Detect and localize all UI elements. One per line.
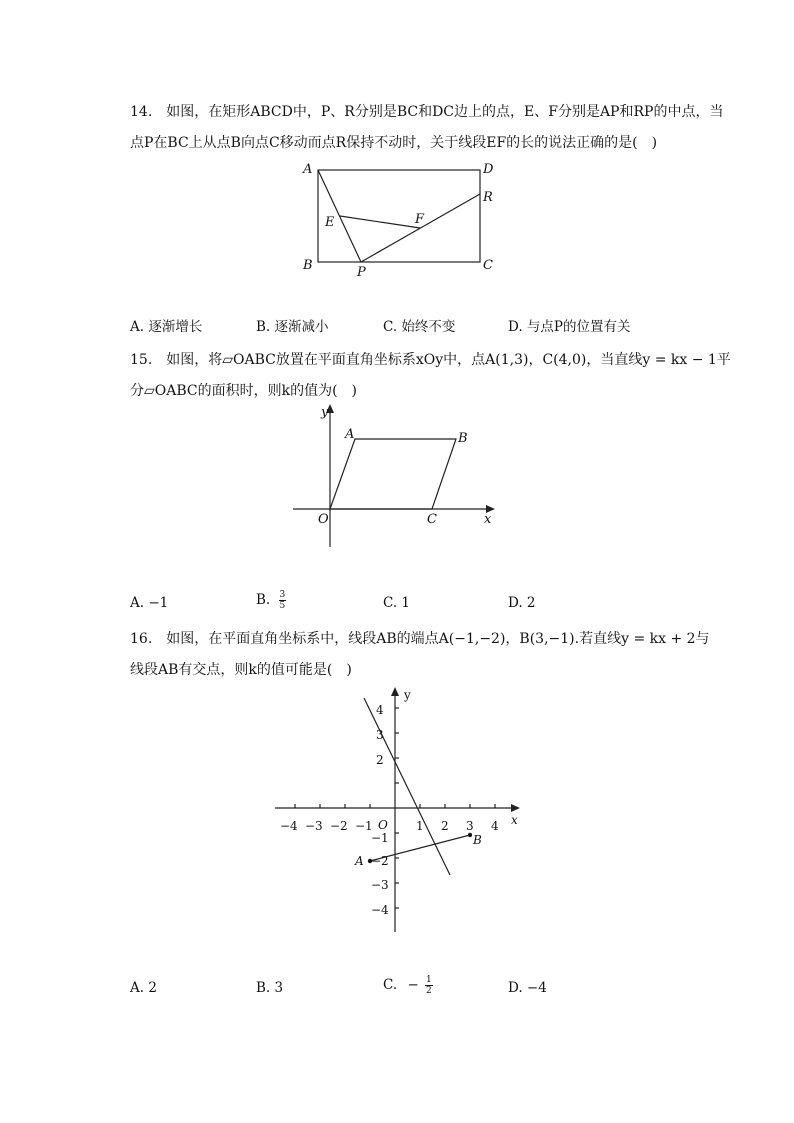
label-b: B bbox=[303, 258, 313, 273]
x-tick-neg3: −3 bbox=[305, 819, 323, 833]
parallelogram-oabc bbox=[330, 439, 456, 509]
q16-option-a[interactable]: A. 2 bbox=[130, 980, 157, 996]
q15-option-c[interactable]: C. 1 bbox=[383, 595, 411, 611]
y-tick-4: 4 bbox=[376, 703, 384, 717]
q15-option-d[interactable]: D. 2 bbox=[508, 595, 536, 611]
x-axis-arrow bbox=[511, 804, 520, 812]
label-o: O bbox=[378, 818, 388, 832]
label-c: C bbox=[483, 258, 493, 273]
label-c: C bbox=[427, 512, 437, 527]
q14-rectangle-figure bbox=[295, 158, 515, 283]
label-a: A bbox=[303, 162, 313, 177]
label-x: x bbox=[484, 512, 492, 527]
q16-option-b[interactable]: B. 3 bbox=[256, 980, 284, 996]
q15-parallelogram-figure bbox=[288, 402, 508, 552]
q14-text-line1: 14. 如图，在矩形ABCD中，P、R分别是BC和DC边上的点，E、F分别是AP和RP的中点，当 bbox=[130, 104, 724, 120]
label-y: y bbox=[404, 688, 411, 702]
y-tick-2: 2 bbox=[376, 753, 384, 767]
x-tick-3: 3 bbox=[466, 819, 474, 833]
label-a: A bbox=[355, 854, 364, 868]
label-y: y bbox=[321, 405, 329, 420]
y-tick-neg4: −4 bbox=[371, 903, 389, 917]
option-c-label: C. bbox=[383, 977, 398, 993]
y-tick-neg3: −3 bbox=[371, 878, 389, 892]
label-f: F bbox=[415, 212, 425, 227]
segment-pr bbox=[361, 194, 480, 262]
label-r: R bbox=[483, 190, 493, 205]
label-b: B bbox=[473, 833, 482, 847]
segment-ef bbox=[340, 216, 420, 228]
fraction-3-5: $\frac{3}{5}$ bbox=[279, 590, 286, 611]
label-o: O bbox=[318, 512, 329, 527]
x-tick-2: 2 bbox=[441, 819, 449, 833]
y-tick-neg2: −2 bbox=[371, 854, 389, 868]
line-y-kx-plus-2 bbox=[364, 698, 450, 875]
label-b: B bbox=[458, 431, 468, 446]
q15-text-line1: 15. 如图，将▱OABC放置在平面直角坐标系xOy中，点A(1,3)，C(4,0)，当直线y = kx − 1平 bbox=[130, 352, 731, 368]
y-tick-neg1: −1 bbox=[371, 831, 389, 845]
label-a: A bbox=[345, 427, 355, 442]
q15-text-line2: 分▱OABC的面积时，则k的值为( ) bbox=[130, 383, 358, 399]
option-b-label: B. bbox=[256, 592, 271, 608]
x-tick-neg2: −2 bbox=[330, 819, 348, 833]
q16-coordinate-figure bbox=[270, 685, 540, 935]
y-tick-3: 3 bbox=[376, 728, 384, 742]
y-axis-arrow bbox=[391, 687, 399, 696]
q16-option-d[interactable]: D. −4 bbox=[508, 980, 547, 996]
x-tick-4: 4 bbox=[491, 819, 499, 833]
fraction-1-2: $\frac{1}{2}$ bbox=[426, 975, 432, 996]
x-tick-1: 1 bbox=[416, 819, 424, 833]
label-x: x bbox=[511, 813, 518, 827]
q16-text-line2: 线段AB有交点，则k的值可能是( ) bbox=[130, 662, 352, 678]
q15-option-a[interactable]: A. −1 bbox=[130, 595, 169, 611]
q14-option-a[interactable]: A. 逐渐增长 bbox=[130, 319, 203, 335]
q16-text-line1: 16. 如图，在平面直角坐标系中，线段AB的端点A(−1,−2)，B(3,−1).若直线y = kx + 2与 bbox=[130, 631, 710, 647]
q16-option-c[interactable] bbox=[383, 975, 433, 996]
point-b bbox=[468, 833, 472, 837]
label-d: D bbox=[483, 162, 494, 177]
x-tick-neg4: −4 bbox=[280, 819, 298, 833]
q14-option-c[interactable]: C. 始终不变 bbox=[383, 319, 456, 335]
x-tick-neg1: −1 bbox=[355, 819, 373, 833]
label-e: E bbox=[325, 215, 335, 230]
fraction-sign: − bbox=[407, 977, 419, 993]
q14-option-b[interactable]: B. 逐渐减小 bbox=[256, 319, 329, 335]
label-p: P bbox=[357, 265, 366, 280]
q14-option-d[interactable]: D. 与点P的位置有关 bbox=[508, 319, 631, 335]
q15-option-b[interactable] bbox=[256, 590, 286, 611]
q14-text-line2: 点P在BC上从点B向点C移动而点R保持不动时，关于线段EF的长的说法正确的是( ) bbox=[130, 135, 658, 151]
